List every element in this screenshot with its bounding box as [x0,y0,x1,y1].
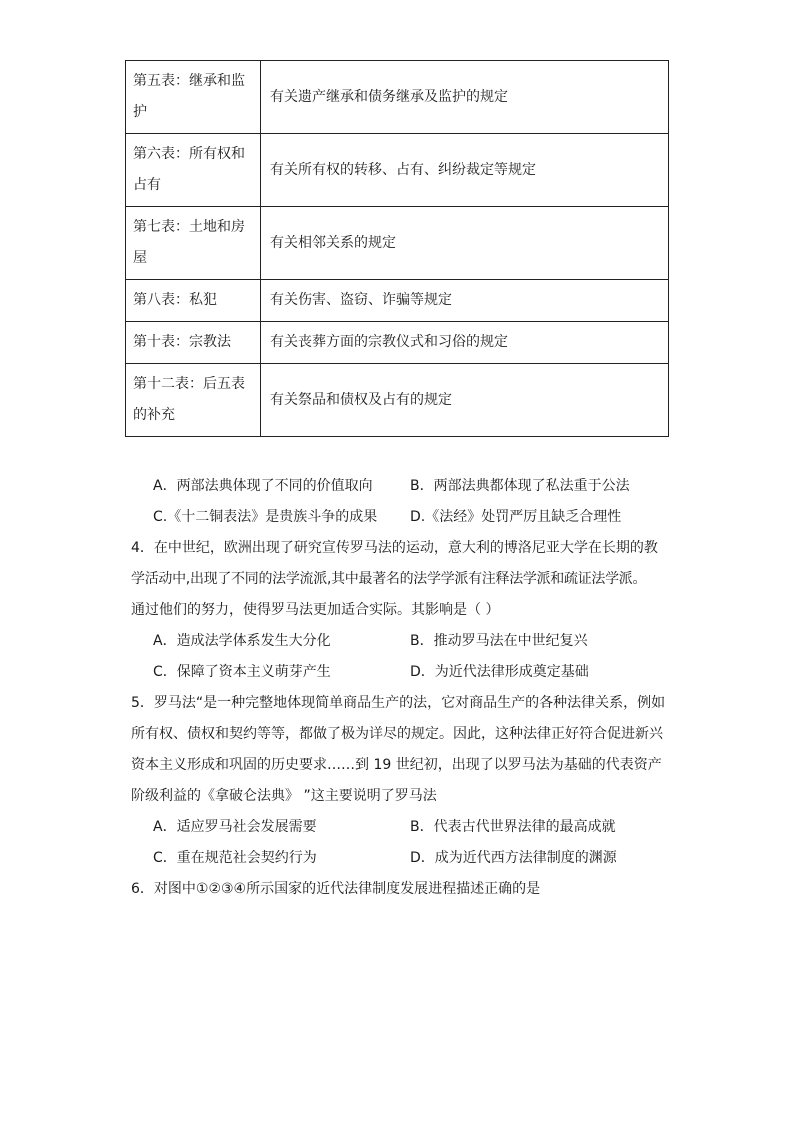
table-name-cell: 第十表：宗教法 [126,322,261,364]
table-name-cell [126,61,261,134]
q3-option-c[interactable]: C.《十二铜表法》是贵族斗争的成果 [153,509,378,525]
cell-text-line1: 第五表：继承和监 [133,73,245,89]
cell-text-line2: 屋 [133,250,147,266]
q5-option-a[interactable]: A．适应罗马社会发展需要 [153,819,317,835]
cell-text-line1: 第十二表：后五表 [133,376,245,392]
table-desc-cell: 有关祭品和债权及占有的规定 [261,364,669,437]
q5-option-d[interactable]: D．成为近代西方法律制度的渊源 [410,850,617,866]
q5-option-c[interactable]: C．重在规范社会契约行为 [153,850,317,866]
twelve-tables-table [125,60,669,437]
q3-option-d[interactable]: D.《法经》处罚严厉且缺乏合理性 [410,509,622,525]
table-desc-cell: 有关相邻关系的规定 [261,207,669,280]
q5-stem-line: 阶级利益的《拿破仑法典》 ”这主要说明了罗马法 [131,788,437,804]
table-name-cell [126,134,261,207]
table-name-cell [126,207,261,280]
q4-stem-line: 学活动中,出现了不同的法学流派,其中最著名的法学学派有注释法学派和疏证法学派。 [131,571,647,587]
cell-text-line2: 占有 [133,177,161,193]
table-row [126,134,669,207]
q3-option-b[interactable]: B．两部法典都体现了私法重于公法 [410,478,630,494]
cell-text-line1: 第六表：所有权和 [133,146,245,162]
q4-option-d[interactable]: D．为近代法律形成奠定基础 [410,664,589,680]
q5-stem-line: 所有权、债权和契约等等，都做了极为详尽的规定。因此，这种法律正好符合促进新兴 [131,726,663,742]
q4-stem-line: 4．在中世纪，欧洲出现了研究宣传罗马法的运动，意大利的博洛尼亚大学在长期的教 [131,540,658,556]
table-row [126,364,669,437]
q5-option-b[interactable]: B．代表古代世界法律的最高成就 [410,819,616,835]
table-desc-cell: 有关所有权的转移、占有、纠纷裁定等规定 [261,134,669,207]
q5-stem-line: 资本主义形成和巩固的历史要求……到 19 世纪初，出现了以罗马法为基础的代表资产 [131,757,662,773]
q4-option-a[interactable]: A．造成法学体系发生大分化 [153,633,331,649]
q4-option-b[interactable]: B．推动罗马法在中世纪复兴 [410,633,588,649]
table-row [126,207,669,280]
table-row [126,280,669,322]
table-name-cell [126,364,261,437]
table-name-cell: 第八表：私犯 [126,280,261,322]
table-row [126,61,669,134]
q3-option-a[interactable]: A．两部法典体现了不同的价值取向 [153,478,373,494]
table-row [126,322,669,364]
q4-option-c[interactable]: C．保障了资本主义萌芽产生 [153,664,331,680]
table-desc-cell: 有关遗产继承和债务继承及监护的规定 [261,61,669,134]
q6-stem-line: 6．对图中①②③④所示国家的近代法律制度发展进程描述正确的是 [131,881,541,897]
q5-stem-line: 5．罗马法“是一种完整地体现简单商品生产的法，它对商品生产的各种法律关系，例如 [131,695,666,711]
cell-text-line2: 的补充 [133,407,175,423]
table-desc-cell: 有关伤害、盗窃、诈骗等规定 [261,280,669,322]
cell-text-line2: 护 [133,104,147,120]
table-desc-cell: 有关丧葬方面的宗教仪式和习俗的规定 [261,322,669,364]
q4-stem-line: 通过他们的努力，使得罗马法更加适合实际。其影响是（ ） [131,602,500,618]
cell-text-line1: 第七表：土地和房 [133,219,245,235]
